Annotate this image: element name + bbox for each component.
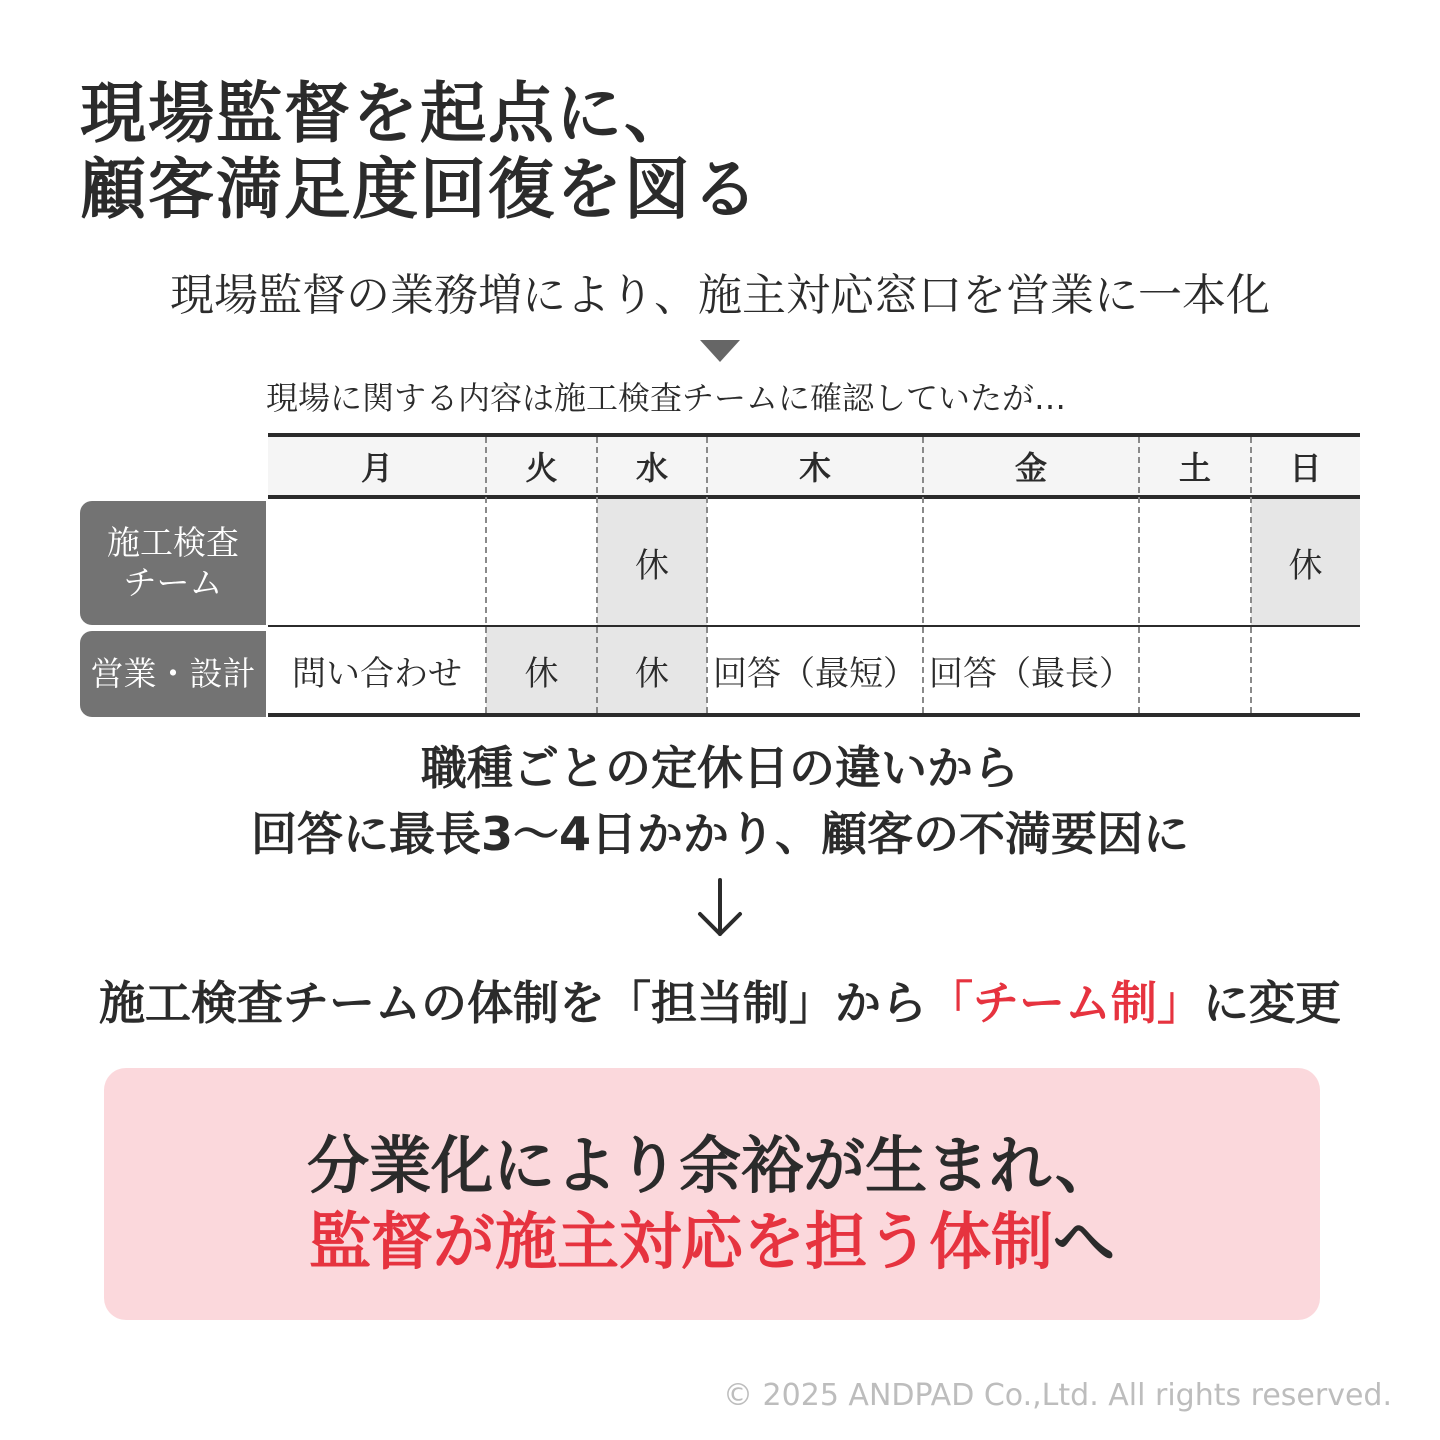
change-before: 施工検査チームの体制を「担当制」から: [99, 976, 927, 1030]
conclusion-line1: 分業化により余裕が生まれ、: [307, 1129, 1117, 1202]
column-divider: [596, 437, 598, 713]
conclusion-highlight: 監督が施主対応を担う体制: [308, 1205, 1053, 1278]
day-header-mon: 月: [268, 437, 486, 495]
conclusion-line2-after: へ: [1053, 1205, 1116, 1278]
column-divider: [485, 437, 487, 713]
day-header-thu: 木: [707, 437, 923, 495]
weekly-schedule-table: [80, 433, 1360, 717]
column-divider: [1250, 437, 1252, 713]
table-top-rule: [268, 433, 1360, 437]
table-caption: 現場に関する内容は施工検査チームに確認していたが…: [266, 379, 1067, 417]
page-title-line2: 顧客満足度回復を図る: [80, 151, 760, 228]
row-header-sales-design: [80, 631, 266, 717]
change-statement: [0, 970, 1440, 1036]
table-header-rule: [268, 495, 1360, 499]
sales-cell-fri: 回答（最長）: [929, 653, 1133, 694]
schedule-grid: [268, 433, 1360, 717]
day-header-sun: 日: [1251, 437, 1360, 495]
inspection-cell-sun: 休: [1251, 499, 1360, 625]
change-after: に変更: [1203, 976, 1341, 1030]
copyright: © 2025 ANDPAD Co.,Ltd. All rights reserved.: [723, 1378, 1392, 1413]
column-divider: [1138, 437, 1140, 713]
table-bottom-rule: [268, 713, 1360, 717]
sales-cell-sun: [1251, 627, 1360, 713]
column-divider: [922, 437, 924, 713]
inspection-cell-sat: [1139, 499, 1251, 625]
conclusion-line2: [104, 1202, 1320, 1282]
sales-cell-thu: 回答（最短）: [713, 653, 917, 694]
row-header-inspection-line2: チーム: [123, 563, 223, 602]
result-text: [0, 735, 1440, 867]
table-row-rule: [268, 625, 1360, 627]
row-header-sales-label: 営業・設計: [90, 654, 256, 693]
sales-cell-mon: 問い合わせ: [292, 653, 462, 694]
day-header-wed: 水: [597, 437, 707, 495]
inspection-cell-mon: [268, 499, 486, 625]
inspection-cell-fri: [923, 499, 1139, 625]
lead-text: 現場監督の業務増により、施主対応窓口を営業に一本化: [170, 270, 1270, 321]
inspection-cell-thu: [707, 499, 923, 625]
inspection-cell-tue: [486, 499, 597, 625]
sales-cell-wed: 休: [597, 627, 707, 713]
result-line1: 職種ごとの定休日の違いから: [421, 741, 1019, 795]
day-header-sat: 土: [1139, 437, 1251, 495]
column-divider: [706, 437, 708, 713]
change-highlight: 「チーム制」: [927, 976, 1203, 1030]
inspection-cell-wed: 休: [597, 499, 707, 625]
day-header-fri: 金: [923, 437, 1139, 495]
result-line2: 回答に最長3〜4日かかり、顧客の不満要因に: [250, 807, 1189, 861]
sales-cell-sat: [1139, 627, 1251, 713]
down-arrow-icon: [692, 876, 748, 940]
day-header-tue: 火: [486, 437, 597, 495]
down-triangle-icon: [700, 340, 740, 362]
page-title-line1: 現場監督を起点に、: [80, 75, 692, 152]
page-title: [80, 76, 760, 228]
row-header-inspection-line1: 施工検査: [107, 523, 239, 562]
conclusion-box: [104, 1068, 1320, 1320]
sales-cell-tue: 休: [486, 627, 597, 713]
row-header-inspection-team: [80, 501, 266, 625]
